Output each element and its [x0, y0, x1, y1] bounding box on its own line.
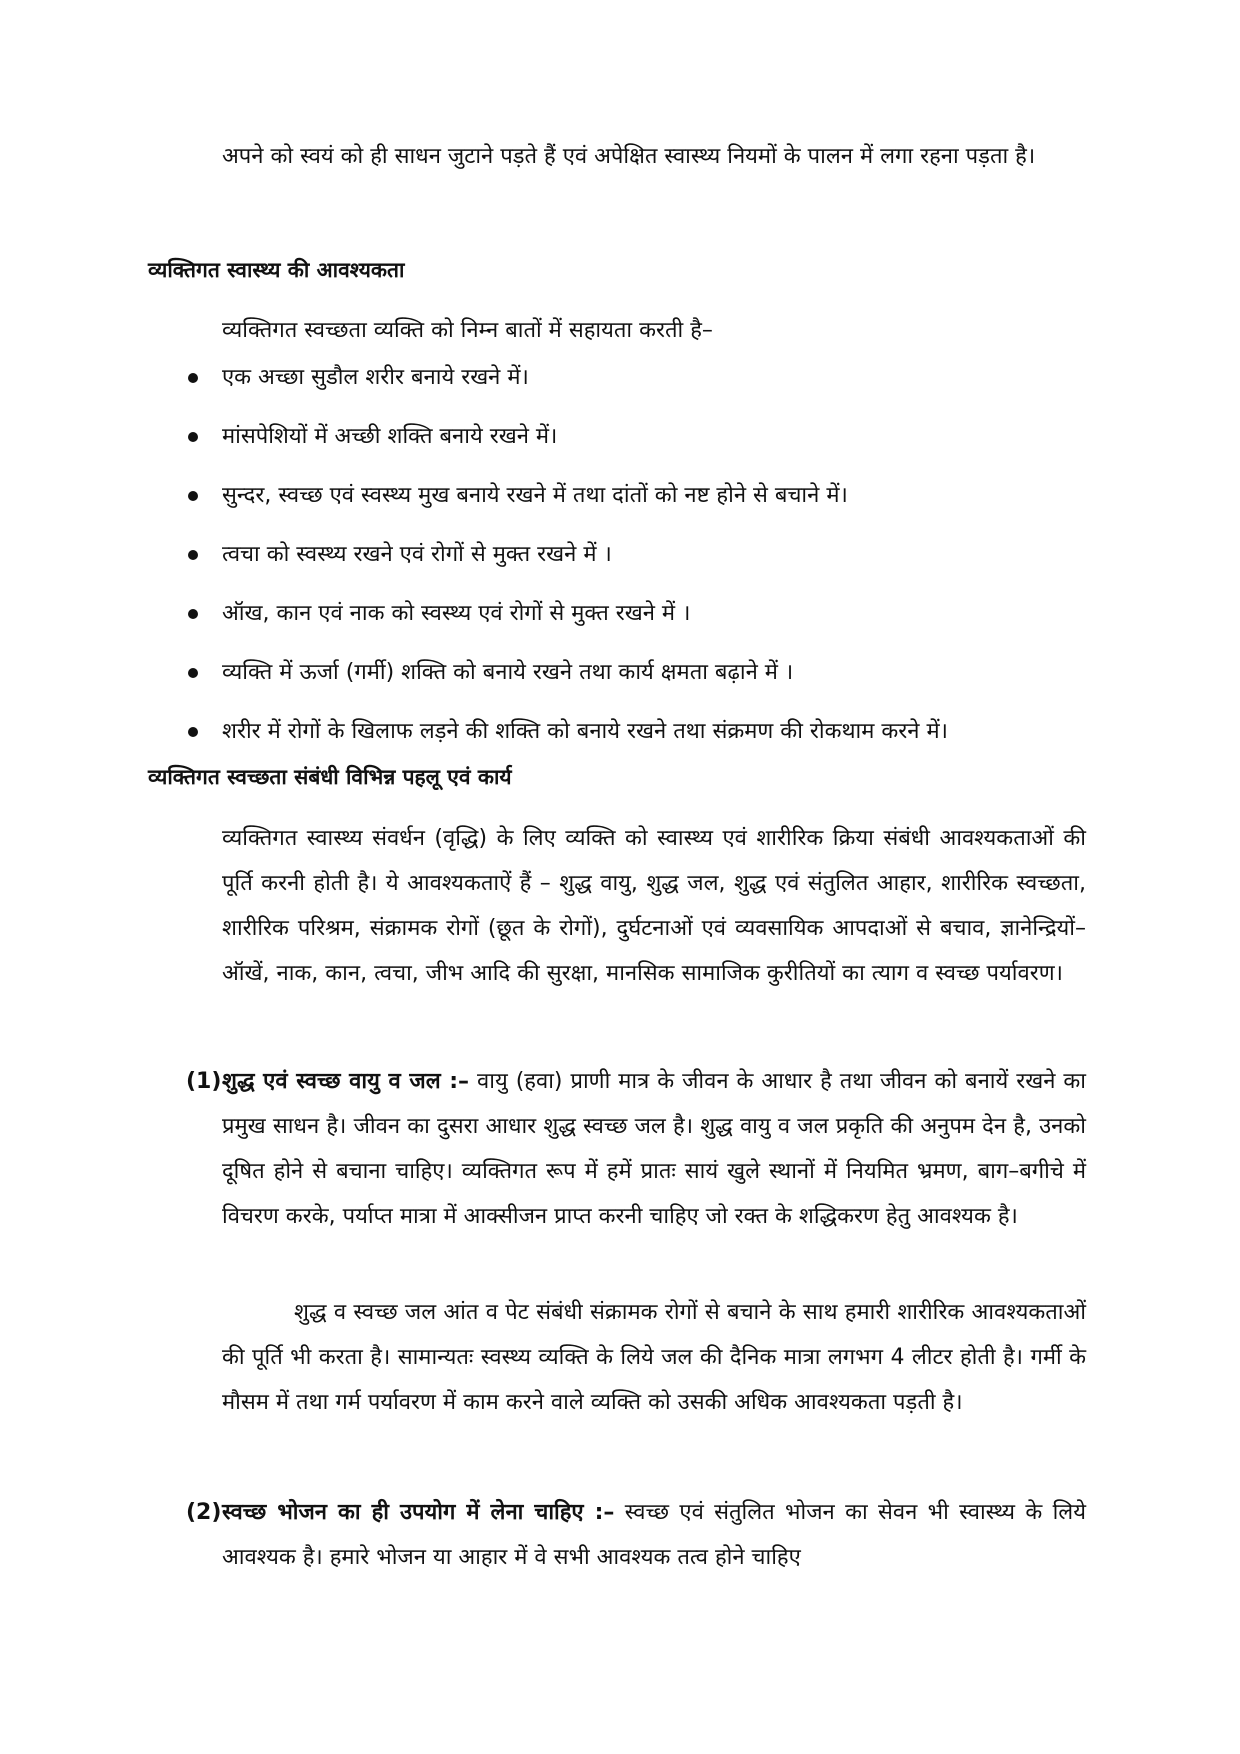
- item-title: शुद्ध एवं स्वच्छ वायु व जल :–: [222, 1069, 470, 1094]
- list-item-text: सुन्दर, स्वच्छ एवं स्वस्थ्य मुख बनाये रखने में तथा दांतों को नष्ट होने से बचाने में।: [222, 483, 848, 508]
- bullet-icon: [188, 491, 198, 501]
- list-item-text: व्यक्ति में ऊर्जा (गर्मी) शक्ति को बनाये रखने तथा कार्य क्षमता बढ़ाने में ।: [222, 660, 794, 685]
- item-title: स्वच्छ भोजन का ही उपयोग में लेना चाहिए :–: [222, 1500, 615, 1525]
- list-item: [180, 473, 1086, 518]
- bullet-icon: [188, 727, 198, 737]
- item1-followup-text: शुद्ध व स्वच्छ जल आंत व पेट संबंधी संक्रामक रोगों से बचाने के साथ हमारी शारीरिक आवश्यकताओं की पूर्ति भी करता है। सामान्यतः स्वस्थ्य व्यक्ति के लिये जल की दैनिक मात्रा लगभग 4 लीटर होती है। गर्मी के मौसम में तथा गर्म पर्यावरण में काम करने वाले व्यक्ति को उसकी अधिक आवश्यकता पड़ती है।: [222, 1300, 1086, 1415]
- bullet-icon: [188, 550, 198, 560]
- benefits-list: [180, 355, 1086, 768]
- list-item: [180, 591, 1086, 636]
- item1-followup-paragraph: [222, 1290, 1086, 1425]
- bullet-icon: [188, 668, 198, 678]
- numbered-item-2: [186, 1490, 1086, 1580]
- list-item: [180, 532, 1086, 577]
- list-item: [180, 709, 1086, 754]
- list-item: [180, 355, 1086, 400]
- list-item-text: एक अच्छा सुडौल शरीर बनाये रखने में।: [222, 365, 529, 390]
- section-heading-hygiene-aspects: व्यक्तिगत स्वच्छता संबंधी विभिन्न पहलू एवं कार्य: [148, 765, 512, 789]
- bullet-icon: [188, 373, 198, 383]
- list-item: [180, 650, 1086, 695]
- item-number: (2): [186, 1500, 222, 1525]
- list-item-text: त्वचा को स्वस्थ्य रखने एवं रोगों से मुक्त रखने में ।: [222, 542, 612, 567]
- section-heading-personal-health-need: व्यक्तिगत स्वास्थ्य की आवश्यकता: [148, 258, 405, 282]
- list-item-text: मांसपेशियों में अच्छी शक्ति बनाये रखने में।: [222, 424, 558, 449]
- list-item-text: शरीर में रोगों के खिलाफ लड़ने की शक्ति को बनाये रखने तथा संक्रमण की रोकथाम करने में।: [222, 719, 948, 744]
- item-text: वायु (हवा) प्राणी मात्र के जीवन के आधार है तथा जीवन को बनायें रखने का प्रमुख साधन है। जीवन का दुसरा आधार शुद्ध स्वच्छ जल है। शुद्ध वायु व जल प्रकृति की अनुपम देन है, उनको दूषित होने से बचाना चाहिए। व्यक्तिगत रूप में हमें प्रातः सायं खुले स्थानों में नियमित भ्रमण, बाग–बगीचे में विचरण करके, पर्याप्त मात्रा में आक्सीजन प्राप्त करनी चाहिए जो रक्त के शद्धिकरण हेतु आवश्यक है।: [222, 1069, 1086, 1229]
- item-number: (1): [186, 1069, 222, 1094]
- section1-lead: व्यक्तिगत स्वच्छता व्यक्ति को निम्न बातों में सहायता करती है–: [222, 318, 713, 343]
- bullet-icon: [188, 432, 198, 442]
- numbered-item-1: [186, 1059, 1086, 1239]
- bullet-icon: [188, 609, 198, 619]
- section2-lead: व्यक्तिगत स्वास्थ्य संवर्धन (वृद्धि) के लिए व्यक्ति को स्वास्थ्य एवं शारीरिक क्रिया संबंधी आवश्यकताओं की पूर्ति करनी होती है। ये आवश्यकताऐं हैं – शुद्ध वायु, शुद्ध जल, शुद्ध एवं संतुलित आहार, शारीरिक स्वच्छता, शारीरिक परिश्रम, संक्रामक रोगों (छूत के रोगों), दुर्घटनाओं एवं व्यवसायिक आपदाओं से बचाव, ज्ञानेन्द्रियों–ऑखें, नाक, कान, त्वचा, जीभ आदि की सुरक्षा, मानसिक सामाजिक कुरीतियों का त्याग व स्वच्छ पर्यावरण।: [222, 826, 1086, 986]
- item-text: स्वच्छ एवं संतुलित भोजन का सेवन भी स्वास्थ्य के लिये आवश्यक है। हमारे भोजन या आहार में वे सभी आवश्यक तत्व होने चाहिए: [222, 1500, 1086, 1570]
- list-item-text: ऑख, कान एवं नाक को स्वस्थ्य एवं रोगों से मुक्त रखने में ।: [222, 601, 691, 626]
- intro-paragraph: अपने को स्वयं को ही साधन जुटाने पड़ते हैं एवं अपेक्षित स्वास्थ्य नियमों के पालन में लगा रहना पड़ता है।: [222, 144, 1036, 169]
- list-item: [180, 414, 1086, 459]
